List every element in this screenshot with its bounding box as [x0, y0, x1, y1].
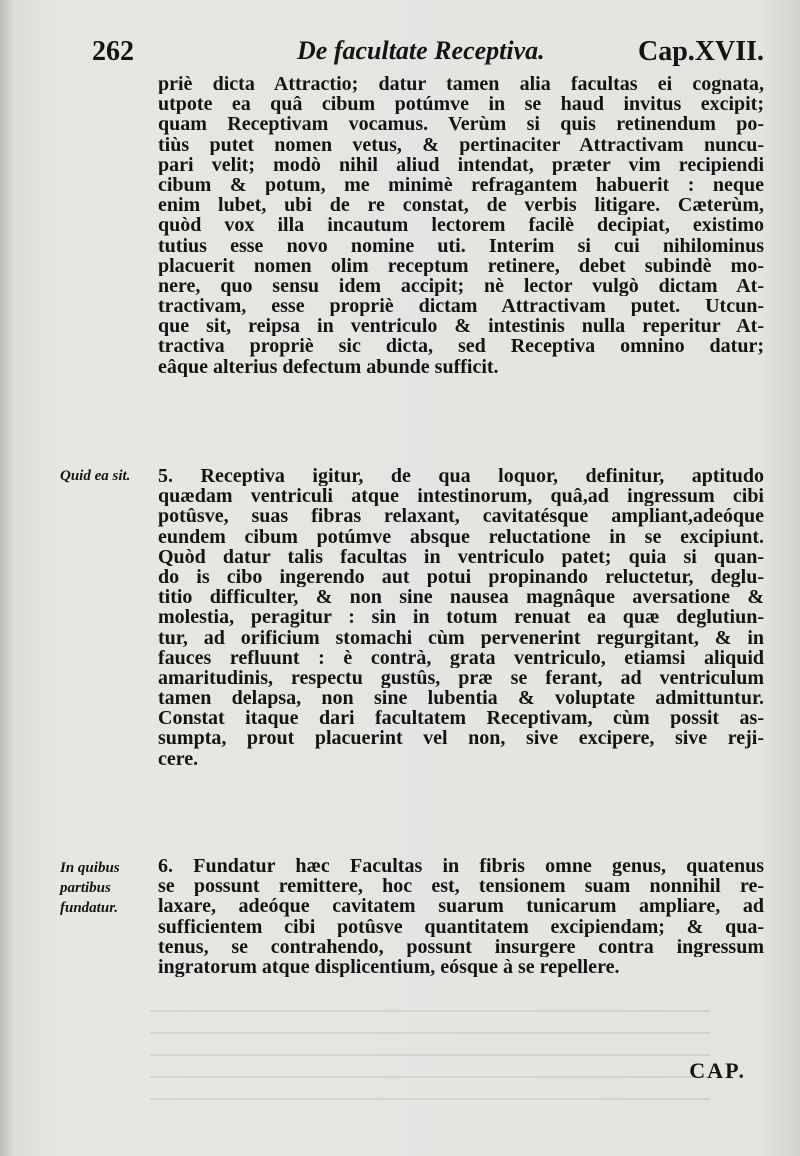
text-line: tractiva propriè sic dicta, sed Receptiva omnino datur;: [158, 336, 764, 357]
text-line: quædam ventriculi atque intestinorum, quâ,ad ingressum cibi: [158, 486, 764, 507]
text-line: tamen delapsa, non sine lubentia & voluptate admittuntur.: [158, 688, 764, 709]
page-number: 262: [92, 36, 134, 67]
text-line: priè dicta Attractio; datur tamen alia facultas ei cognata,: [158, 74, 764, 95]
running-title: De facultate Receptiva.: [297, 36, 545, 65]
text-line: cibum & potum, me minimè refragantem habuerit : neque: [158, 174, 764, 196]
text-line: tenus, se contrahendo, possunt insurgere contra ingressum: [158, 936, 764, 957]
catchword: CAP.: [689, 1058, 746, 1083]
text-line: Constat itaque dari facultatem Receptivam, cùm possit as-: [158, 708, 764, 729]
text-line: sufficientem cibi potûsve quantitatem excipiendam; & qua-: [158, 916, 764, 937]
text-line: eundem cibum potúmve absque reluctatione in se excipiunt.: [158, 526, 764, 547]
paragraph-3: [158, 856, 764, 977]
text-line: do is cibo ingerendo aut potui propinando reluctetur, deglu-: [158, 566, 764, 588]
text-line: sumpta, prout placuerint vel non, sive excipere, sive reji-: [158, 728, 764, 749]
text-line: quòd vox illa incautum lectorem facilè decipiat, existimo: [158, 215, 764, 236]
text-line: ingratorum atque displicentium, eósque à se repellere.: [158, 956, 620, 978]
text-line: se possunt remittere, hoc est, tensionem suam nonnihil re-: [158, 876, 764, 897]
paragraph-1: [158, 74, 764, 377]
text-line: utpote ea quâ cibum potúmve in se haud invitus excipit;: [158, 94, 764, 115]
page-header: [92, 32, 764, 72]
margin-note-quid-ea-sit: Quid ea sit.: [60, 468, 131, 484]
text-line: laxare, adeóque cavitatem suarum tunicarum ampliare, ad: [158, 896, 764, 917]
text-line: tiùs putet nomen vetus, & pertinaciter Attractivam nuncu-: [158, 134, 764, 155]
text-line: enim lubet, ubi de re constat, de verbis litigare. Cæterùm,: [158, 195, 764, 216]
text-line: placuerit nomen olim receptum retinere, debet subindè mo-: [158, 255, 764, 276]
text-line: titio difficulter, & non sine nausea magnâque aversatione &: [158, 587, 764, 608]
text-line: 6. Fundatur hæc Facultas in fibris omne genus, quatenus: [158, 856, 764, 877]
text-line: pari velit; modò nihil aliud intendat, præter vim recipiendi: [158, 154, 764, 175]
text-line: Quòd datur talis facultas in ventriculo patet; quia si quan-: [158, 546, 764, 567]
text-line: molestia, peragitur : sin in totum renuat ea quæ deglutiun-: [158, 607, 764, 628]
text-line: que sit, reipsa in ventriculo & intestinis nulla reperitur At-: [158, 316, 764, 337]
text-line: tutius esse novo nomine uti. Interim si cui nihilominus: [158, 235, 764, 256]
text-line: amaritudinis, respectu gustûs, præ se ferant, ad ventriculum: [158, 667, 764, 689]
text-line: tractivam, esse propriè dictam Attractivam putet. Utcun-: [158, 296, 764, 317]
paragraph-2: [158, 466, 764, 769]
text-line: 5. Receptiva igitur, de qua loquor, definitur, aptitudo: [158, 466, 764, 487]
margin-note-in-quibus-partibus: In quibus partibus fundatur.: [60, 860, 120, 916]
chapter-label: Cap.XVII.: [637, 36, 764, 67]
text-line: fauces refluunt : è contrà, grata ventriculo, etiamsi aliquid: [158, 647, 764, 668]
text-line: eâque alterius defectum abunde sufficit.: [158, 356, 499, 377]
bleed-through-text: [150, 1010, 710, 1120]
text-line: nere, quo sensu idem accipit; nè lector vulgò dictam At-: [158, 275, 764, 297]
text-line: quam Receptivam vocamus. Verùm si quis retinendum po-: [158, 114, 764, 135]
text-line: tur, ad orificium stomachi cùm pervenerint regurgitant, & in: [158, 627, 764, 648]
text-line: cere.: [158, 748, 199, 769]
text-line: potûsve, suas fibras relaxant, cavitatésque ampliant,adeóque: [158, 506, 764, 527]
